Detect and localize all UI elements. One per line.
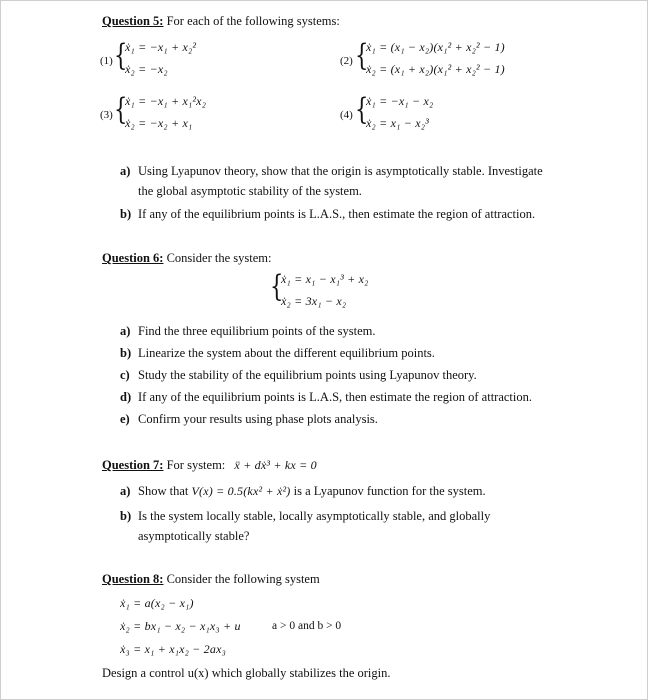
question-6-heading xyxy=(102,251,271,266)
system-2-eq2: ẋ₂ = (x₁ + x₂)(x₁² + x₂² − 1) xyxy=(366,62,505,76)
q5-part-b-line1: If any of the equilibrium points is L.A.S., then estimate the region of attraction. xyxy=(138,207,536,221)
question-8-title: Question 8: xyxy=(102,572,164,586)
q7-part-b-line1: Is the system locally stable, locally asymptotically stable, and globally xyxy=(138,509,491,523)
q8-eq3: ẋ₃ = x₁ + x₁x₂ − 2ax₃ xyxy=(120,642,226,656)
q7-part-a-text xyxy=(138,484,486,499)
q5-part-a-line2: the global asymptotic stability of the system. xyxy=(138,184,362,198)
question-7-intro: For system: xyxy=(166,458,226,472)
q6-part-e-letter: e) xyxy=(120,412,130,426)
system-3-eq2: ẋ₂ = −x₂ + x₁ xyxy=(125,116,193,130)
q7-part-b-letter: b) xyxy=(120,509,132,523)
system-2-brace: { xyxy=(355,38,369,73)
system-3-eq1: ẋ₁ = −x₁ + x₁²x₂ xyxy=(125,94,207,108)
q6-brace: { xyxy=(270,269,284,304)
q6-part-d-letter: d) xyxy=(120,390,132,404)
q7-part-a-pre: Show that xyxy=(138,484,189,498)
system-1-label: (1) xyxy=(100,55,113,67)
question-7-title: Question 7: xyxy=(102,458,164,472)
question-7-equation: ẍ + dẋ³ + kx = 0 xyxy=(234,458,317,472)
q6-part-c-text: Study the stability of the equilibrium points using Lyapunov theory. xyxy=(138,368,477,382)
q6-part-a-text: Find the three equilibrium points of the system. xyxy=(138,324,376,338)
system-1-eq2: ẋ₂ = −x₂ xyxy=(125,62,168,76)
q6-eq2: ẋ₂ = 3x₁ − x₂ xyxy=(281,294,347,308)
system-1-brace: { xyxy=(114,38,128,73)
question-5-title: Question 5: xyxy=(102,14,164,28)
q8-condition: a > 0 and b > 0 xyxy=(272,620,342,632)
question-6-intro: Consider the system: xyxy=(166,251,272,265)
system-4-brace: { xyxy=(355,92,369,127)
question-5-intro: For each of the following systems: xyxy=(166,14,340,28)
system-2-label: (2) xyxy=(340,55,353,67)
system-1-eq1: ẋ₁ = −x₁ + x₂² xyxy=(125,40,197,54)
q8-eq2: ẋ₂ = bx₁ − x₂ − x₁x₃ + u xyxy=(120,619,241,633)
system-2-eq1: ẋ₁ = (x₁ − x₂)(x₁² + x₂² − 1) xyxy=(366,40,505,54)
q5-part-a-letter: a) xyxy=(120,164,131,178)
q6-part-d-text: If any of the equilibrium points is L.A.S, then estimate the region of attraction. xyxy=(138,390,533,404)
q5-part-a-line1: Using Lyapunov theory, show that the origin is asymptotically stable. Investigate xyxy=(138,164,543,178)
question-5-heading xyxy=(102,14,340,29)
q7-part-a-post: is a Lyapunov function for the system. xyxy=(293,484,486,498)
system-4-eq2: ẋ₂ = x₁ − x₂³ xyxy=(366,116,429,130)
q7-part-a-letter: a) xyxy=(120,484,131,498)
q8-eq1: ẋ₁ = a(x₂ − x₁) xyxy=(120,596,194,610)
q8-task: Design a control u(x) which globally stabilizes the origin. xyxy=(102,666,391,680)
system-4-eq1: ẋ₁ = −x₁ − x₂ xyxy=(366,94,434,108)
q6-part-c-letter: c) xyxy=(120,368,130,382)
question-6-title: Question 6: xyxy=(102,251,164,265)
question-7-heading xyxy=(102,458,317,473)
question-8-heading xyxy=(102,572,320,587)
q6-part-b-text: Linearize the system about the different equilibrium points. xyxy=(138,346,435,360)
system-3-label: (3) xyxy=(100,109,113,121)
q6-eq1: ẋ₁ = x₁ − x₁³ + x₂ xyxy=(281,272,369,286)
q6-part-a-letter: a) xyxy=(120,324,131,338)
q7-lyapunov-function: V(x) = 0.5(kx² + ẋ²) xyxy=(191,484,291,498)
q7-part-b-line2: asymptotically stable? xyxy=(138,529,250,543)
system-3-brace: { xyxy=(114,92,128,127)
system-4-label: (4) xyxy=(340,109,353,121)
q5-part-b-letter: b) xyxy=(120,207,132,221)
question-8-intro: Consider the following system xyxy=(166,572,320,586)
q6-part-b-letter: b) xyxy=(120,346,132,360)
q6-part-e-text: Confirm your results using phase plots analysis. xyxy=(138,412,378,426)
